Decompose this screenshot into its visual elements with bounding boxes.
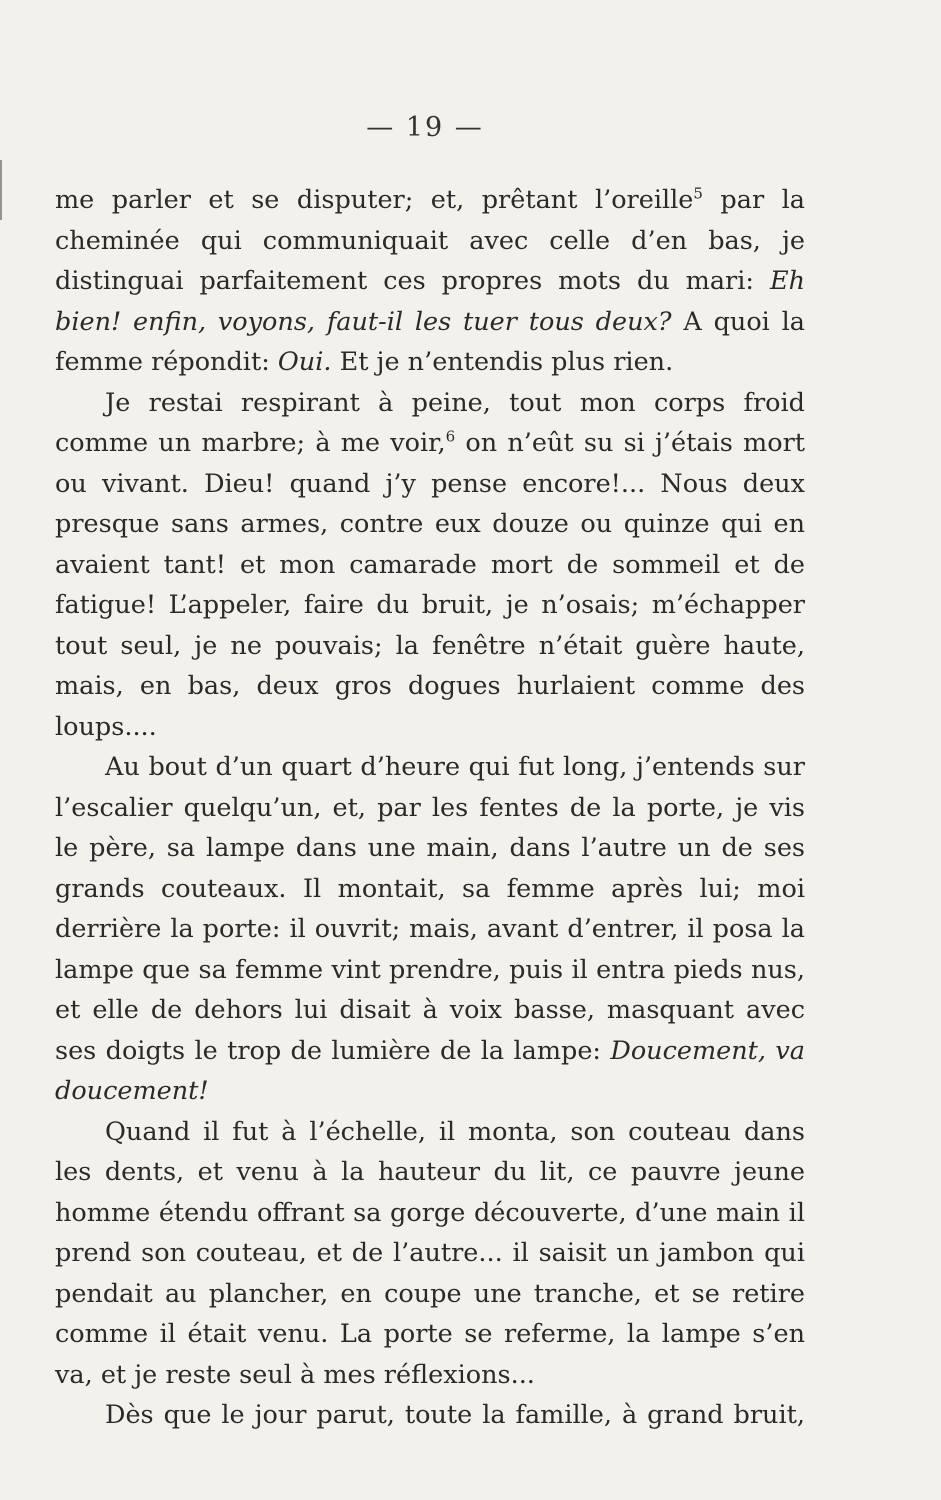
paragraph-3 <box>55 747 805 1112</box>
paragraph-2 <box>55 383 805 748</box>
margin-mark <box>0 160 8 220</box>
text-segment: A quoi la femme répondit: <box>55 306 805 377</box>
italic-quote: Eh bien! enfin, voyons, faut-il les tuer tous deux? <box>55 266 805 337</box>
footnote-ref-5: 5 <box>693 184 703 203</box>
body-text <box>55 180 805 1436</box>
text-segment: Dès que le jour parut, toute la famille, à grand bruit, <box>105 1400 805 1430</box>
paragraph-5 <box>55 1395 805 1436</box>
italic-quote: Doucement, va doucement! <box>55 1035 805 1106</box>
text-segment: Quand il fut à l’échelle, il monta, son couteau dans les dents, et venu à la hauteur du lit, ce pauvre jeune homme étendu offrant sa gorge découverte, d’une main il prend son couteau, et de l’autre... il saisit un jambon qui pendait au plancher, en coupe une tranche, et se retire comme il était venu. La porte se referme, la lampe s’en va, et je reste seul à mes réflexions... <box>55 1116 805 1390</box>
text-segment: me parler et se disputer; et, prêtant l’oreille <box>55 185 694 215</box>
text-segment: par la cheminée qui communiquait avec celle d’en bas, je distinguai parfaitement ces propres mots du mari: <box>55 185 805 296</box>
text-segment: Et je n’entendis plus rien. <box>331 347 674 377</box>
text-segment: Je restai respirant à peine, tout mon corps froid comme un marbre; à me voir, <box>55 387 805 458</box>
text-segment: on n’eût su si j’étais mort ou vivant. Dieu! quand j’y pense encore!... Nous deux presque sans armes, contre eux douze ou quinze qui en avaient tant! et mon camarade mort de sommeil et de fatigue! L’appeler, faire du bruit, je n’osais; m’échapper tout seul, je ne pouvais; la fenêtre n’était guère haute, mais, en bas, deux gros dogues hurlaient comme des loups.... <box>55 428 806 742</box>
paragraph-4 <box>55 1112 805 1396</box>
italic-quote: Oui. <box>277 347 332 377</box>
paragraph-1 <box>55 180 805 383</box>
text-segment: Au bout d’un quart d’heure qui fut long, j’entends sur l’escalier quelqu’un, et, par les fentes de la porte, je vis le père, sa lampe dans une main, dans l’autre un de ses grands couteaux. Il montait, sa femme après lui; moi derrière la porte: il ouvrit; mais, avant d’entrer, il posa la lampe que sa femme vint prendre, puis il entra pieds nus, et elle de dehors lui disait à voix basse, masquant avec ses doigts le trop de lumière de la lampe: <box>55 752 805 1066</box>
page-number: — 19 — <box>366 112 484 143</box>
footnote-ref-6: 6 <box>445 427 456 446</box>
